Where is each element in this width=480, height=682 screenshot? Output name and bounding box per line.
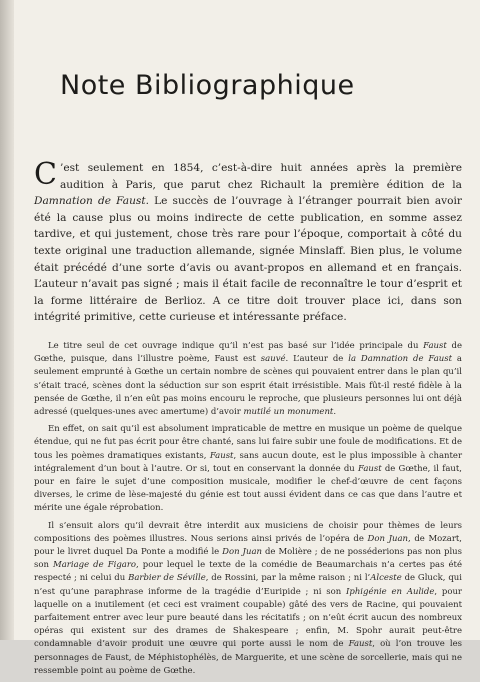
body-paragraph (34, 423, 462, 515)
text-run: de Molière ; de ne posséderions pas non plus son (34, 547, 462, 571)
text-run: de Gœthe, puisque, dans l’illustre poème, Faust est (34, 341, 462, 365)
text-run: . (333, 407, 337, 418)
italic-text: Alceste (370, 573, 402, 584)
italic-text: mutilé un monument (243, 407, 334, 418)
text-run: , pour laquelle on a inutilement (et ceci est vraiment coupable) gâté des vers de Racine, qui pouvaient parfaitement entrer avec leur pure beauté dans les récitatifs ; on n’eût écrit aucun des nombreux opéras qui existent sur des drames de Shakespeare ; enfin, M. Spohr aurait peut-être condamnable d’avoir produit une œuvre qui porte aussi le nom de (34, 586, 462, 650)
italic-text: Don Juan (222, 547, 262, 558)
intro-lead: ’est seulement en 1854, c’est-à-dire huit années après la première audition à Paris, que parut chez Richault la première édition de la (59, 162, 462, 191)
drop-cap: C (34, 157, 57, 192)
text-run: a seulement emprunté à Gœthe un certain nombre de scènes qui pouvaient entrer dans le plan qu’il s’était tracé, scènes dont la séduction sur son esprit était irrésistible. Mais fût-il resté fidèle à la pensée de Gœthe, il n’en eût pas moins encouru le reproche, que plusieurs personnes lui ont déjà adressé (quelques-unes avec amertume) d’avoir (34, 354, 462, 418)
text-run: . L’auteur de (285, 354, 349, 365)
text-run: , de Mozart, pour le livret duquel Da Ponte a modifié le (34, 533, 463, 558)
intro-paragraph (34, 157, 462, 326)
intro-work-title: Damnation de Faust (34, 195, 146, 208)
text-run: , pour lequel le texte de la comédie de Beaumarchais n’a certes pas été respecté ; ni celui du (34, 560, 462, 584)
text-run: Il s’ensuit alors qu’il devrait être interdit aux musiciens de choisir pour thèmes de leurs compositions des poèmes illustres. Nous serions ainsi privés de l’opéra de (34, 520, 462, 544)
body-paragraph (34, 340, 462, 419)
body-paragraph (34, 520, 462, 678)
page-title: Note Bibliographique (60, 70, 355, 101)
preface-body (34, 340, 462, 682)
text-run: En effet, on sait qu’il est absolument impraticable de mettre en musique un poème de quelque étendue, qui ne fut pas écrit pour être chanté, sans lui faire subir une foule de modifications. Et de tous les poèmes dramatiques existants, (34, 424, 462, 461)
italic-text: Faust (423, 341, 447, 351)
italic-text: sauvé (260, 354, 286, 365)
italic-text: la Damnation de Faust (348, 354, 453, 365)
text-run: , où l’on trouve les personnages de Faust, de Méphistophélès, de Marguerite, et une scène de sorcellerie, mais qui ne ressemble point au poème de Gœthe. (34, 639, 462, 676)
italic-text: Don Juan (367, 533, 408, 544)
italic-text: Mariage de Figaro (53, 560, 137, 571)
intro-rest: . Le succès de l’ouvrage à l’étranger pourrait bien avoir été la cause plus ou moins indirecte de cette publication, en somme assez tardive, et qui justement, chose très rare pour l’époque, comportait à côté du texte original une traduction allemande, signée Minslaff. Bien plus, le volume était précédé d’une sorte d’avis ou avant-propos en allemand et en français. L’auteur n’avait pas signé ; mais il était facile de reconnaître le tour d’esprit et la forme littéraire de Berlioz. A ce titre doit trouver place ici, dans son intégrité primitive, cette curieuse et intéressante préface. (34, 195, 462, 324)
italic-text: Faust (358, 463, 382, 474)
italic-text: Iphigénie en Aulide (346, 586, 435, 597)
italic-text: Faust (209, 450, 234, 461)
text-run: de Gluck, qui n’est qu’une paraphrase informe de la tragédie d’Euripide ; ni son (34, 573, 462, 597)
text-run: de Gœthe, il faut, pour en faire le sujet d’une composition musicale, modifier le chef-d’œuvre de cent façons diverses, le crime de lèse-majesté du génie est tout aussi évident dans ce cas que dans l’autre et mérite une égale réprobation. (34, 463, 462, 514)
italic-text: Faust (348, 639, 373, 650)
text-run: , de Rossini, par la même raison ; ni l’ (205, 573, 371, 584)
text-run: , sans aucun doute, est le plus impossible à chanter intégralement d’un bout à l’autre. Or si, tout en conservant la donnée du (34, 450, 463, 474)
text-run: Le titre seul de cet ouvrage indique qu’il n’est pas basé sur l’idée principale du (48, 341, 424, 351)
page-gutter-shadow (0, 0, 14, 640)
italic-text: Barbier de Séville (128, 573, 206, 584)
